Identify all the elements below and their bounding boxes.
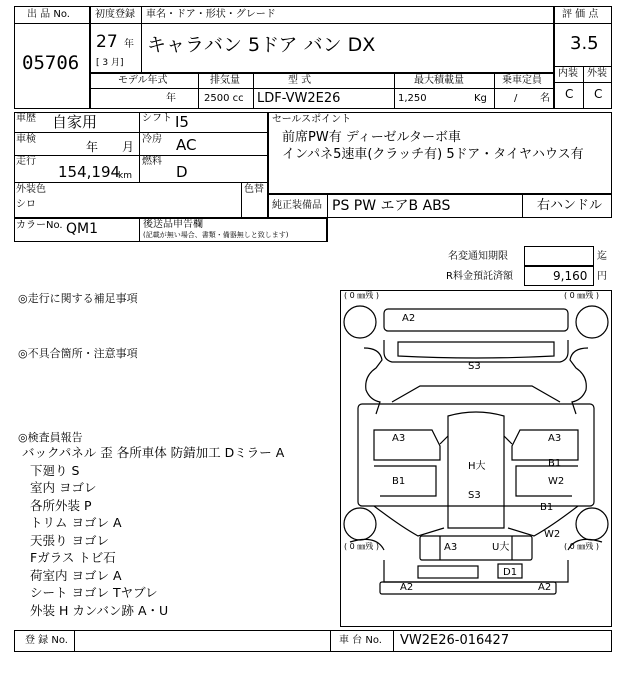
mark-right-front-fender: A3 (548, 433, 562, 444)
handle-value: 右ハンドル (537, 198, 603, 213)
mark-right-slide-b: B1 (540, 502, 554, 513)
mark-rear-bumper-left: A2 (400, 582, 414, 593)
mark-hood: S3 (468, 361, 481, 372)
reg-year-unit: 年 (124, 39, 134, 50)
colorno-value: QM1 (66, 221, 99, 237)
shift-label: シフト (142, 113, 172, 124)
mark-right-slide-w: W2 (544, 529, 561, 540)
shift-value: I5 (175, 113, 189, 131)
mileage-unit: km (118, 171, 132, 181)
name-change-label: 名変通知期限 (448, 251, 508, 262)
mileage-label: 走行 (16, 156, 36, 167)
exterior-grade: C (594, 87, 603, 101)
inspection-year: 年 (86, 140, 99, 154)
score-label: 評 価 点 (562, 9, 599, 20)
mark-left-door: B1 (392, 476, 406, 487)
tire-rear-right-label: ( 0 ㎜残 ) (564, 542, 599, 551)
capacity-unit: 名 (540, 93, 550, 104)
inspector-line: Fガラス トビ石 (30, 550, 116, 565)
interior-label: 内装 (558, 68, 578, 79)
inspector-line: 室内 ヨゴレ (30, 480, 97, 495)
exterior-label: 外装 (587, 68, 607, 79)
sales-line1: 前席PW有 ディーゼルターボ車 (282, 130, 462, 145)
inspector-line: 下廻り S (30, 462, 80, 478)
tire-front-right-icon (576, 306, 608, 338)
inspector-line: 外装 H カンバン跡 A・U (30, 602, 169, 618)
mark-back-a: A3 (444, 542, 458, 553)
tire-front-left-icon (344, 306, 376, 338)
equip-value: PS PW エアB ABS (332, 198, 451, 214)
history-value: 自家用 (52, 113, 98, 131)
color-change-label: 色替 (244, 184, 264, 195)
reg-label: 初度登録 (95, 9, 135, 20)
recycle-label: R料金預託済額 (446, 271, 513, 282)
load-label: 最大積載量 (414, 75, 464, 86)
recycle-value: 9,160 (553, 269, 588, 283)
equip-label: 純正装備品 (272, 200, 322, 211)
load-value: 1,250 (398, 93, 427, 104)
type-value: LDF-VW2E26 (257, 91, 341, 106)
displacement-label: 排気量 (210, 75, 240, 86)
car-diagram (340, 290, 612, 627)
fuel-label: 燃料 (142, 156, 162, 167)
footer-box (14, 630, 612, 652)
defects-title: ◎不具合箇所・注意事項 (18, 347, 138, 360)
recycle-unit: 円 (597, 271, 607, 282)
colorno-label: カラーNo. (16, 220, 63, 231)
tire-rear-right-icon (576, 508, 608, 540)
mark-back-u: U大 (492, 542, 510, 553)
chassis-label: 車 台 No. (339, 635, 382, 646)
mileage-value: 154,194 (58, 163, 121, 181)
inspector-line: 荷室内 ヨゴレ A (30, 567, 122, 583)
score-value: 3.5 (570, 33, 599, 54)
inspector-title: ◎検査員報告 (18, 431, 83, 444)
reg-year: 27 (96, 32, 118, 52)
lot-number: 05706 (22, 52, 80, 74)
name-label: 車名・ドア・形状・グレード (146, 9, 276, 20)
displacement-value: 2500 cc (204, 93, 244, 104)
tire-rear-left-icon (344, 508, 376, 540)
type-label: 型 式 (288, 75, 312, 86)
inspector-line: 天張り ヨゴレ (30, 532, 109, 548)
color-label: 外装色 (16, 184, 46, 195)
inspection-month: 月 (122, 140, 135, 154)
mark-right-door-bottom: W2 (548, 476, 565, 487)
inspector-line: バックパネル 歪 各所車体 防錆加工 Dミラー A (22, 445, 285, 460)
ac-label: 冷房 (142, 134, 162, 145)
car-name: キャラバン 5ドア バン DX (147, 34, 376, 56)
inspector-line: 各所外装 P (30, 497, 92, 513)
inspector-line: トリム ヨゴレ A (30, 515, 122, 530)
sales-line2: インパネ5速車(クラッチ有) 5ドア・タイヤハウス有 (282, 147, 584, 162)
sales-label: セールスポイント (272, 114, 352, 125)
inspector-line: シート ヨゴレ Tヤブレ (30, 585, 158, 600)
tire-rear-left-label: ( 0 ㎜残 ) (344, 542, 379, 551)
capacity-label: 乗車定員 (502, 75, 542, 86)
model-year-label: モデル年式 (118, 75, 168, 86)
history-label: 車歴 (16, 113, 36, 124)
name-change-suffix: 迄 (597, 251, 607, 262)
fuel-value: D (176, 163, 188, 181)
inspection-label: 車検 (16, 134, 36, 145)
mark-front-bumper: A2 (402, 313, 416, 324)
tire-front-right-label: ( 0 ㎜残 ) (564, 291, 599, 300)
reg-no-label: 登 録 No. (25, 635, 68, 646)
postdoc-label: 後送品申告欄 (143, 219, 203, 230)
supplement-title: ◎走行に関する補足事項 (18, 292, 138, 305)
reg-month: [ 3 月] (96, 58, 124, 68)
lot-label: 出 品 No. (27, 9, 70, 20)
tire-front-left-label: ( 0 ㎜残 ) (344, 291, 379, 300)
mark-roof-top: H大 (468, 461, 486, 472)
ac-value: AC (176, 136, 197, 154)
model-year-value: 年 (166, 93, 176, 104)
color-value: シロ (16, 199, 36, 210)
mark-roof-bottom: S3 (468, 490, 481, 501)
capacity-value: / (514, 93, 518, 104)
mark-right-door-top: B1 (548, 458, 562, 469)
postdoc-note: (記載が無い場合、書類・備器無しと致します) (143, 231, 289, 239)
interior-grade: C (565, 87, 574, 101)
chassis-value: VW2E26-016427 (400, 633, 510, 648)
mark-rear-bumper-right: A2 (538, 582, 552, 593)
name-change-field (524, 246, 594, 266)
mark-rear-d: D1 (503, 567, 518, 578)
mark-left-front-fender: A3 (392, 433, 406, 444)
load-unit: Kg (474, 93, 487, 104)
